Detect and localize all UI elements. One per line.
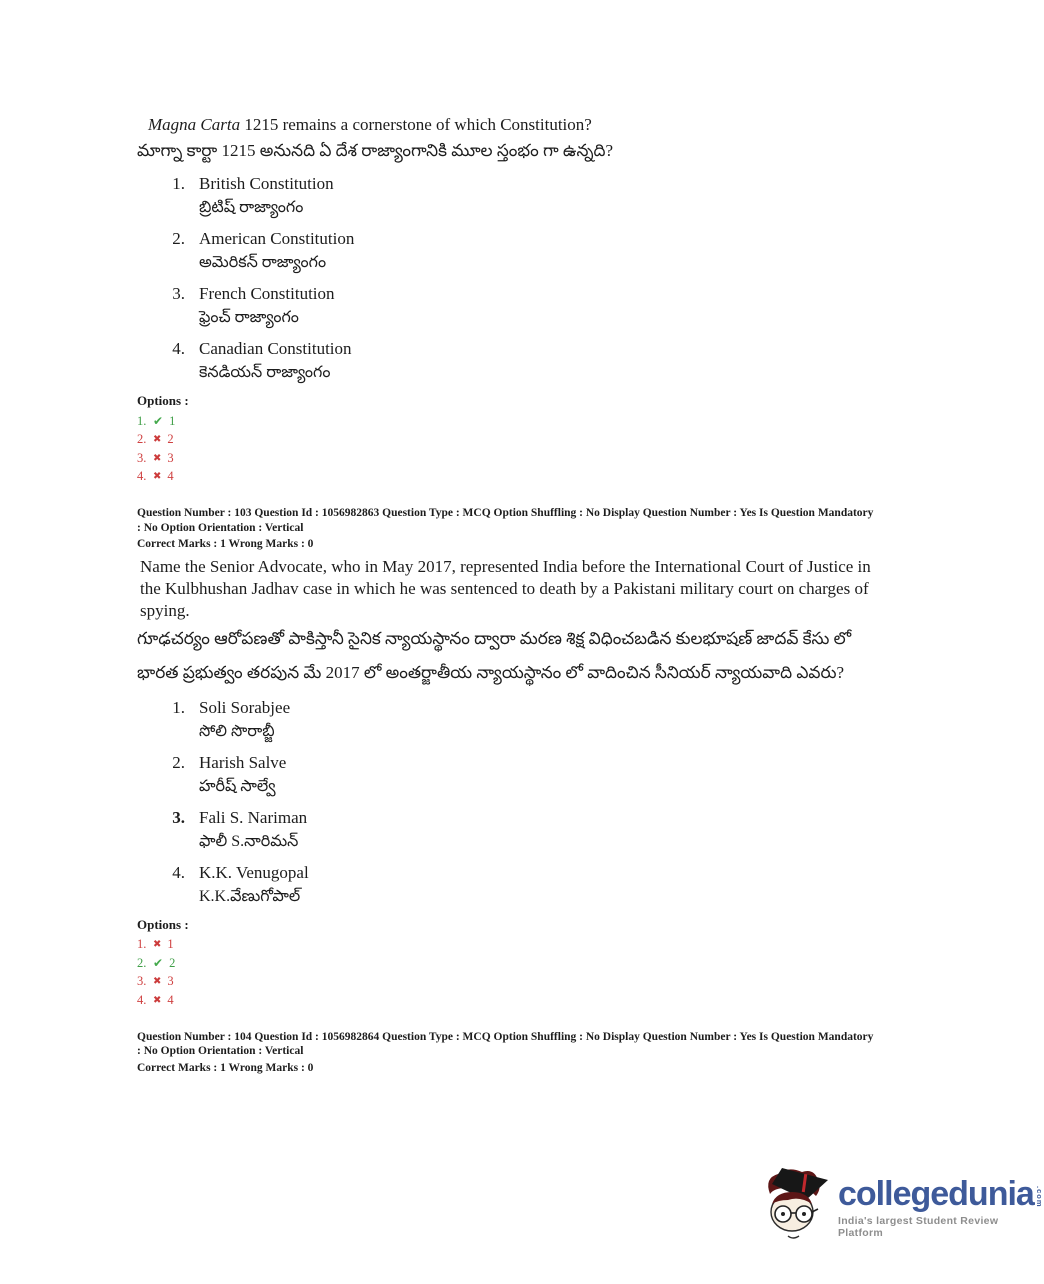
option-item: [161, 751, 877, 799]
option-label-te: కెనడియన్ రాజ్యాంగం: [199, 364, 331, 381]
brand-tld: .com: [1034, 1185, 1044, 1208]
wrong-mark-icon: ✖: [153, 471, 162, 483]
option-item: [161, 282, 877, 330]
question-text-te: మాగ్నా కార్టా 1215 అనునది ఏ దేశ రాజ్యాంగానికి మూల స్తంభం గా ఉన్నది?: [137, 141, 614, 160]
option-item: [161, 227, 877, 275]
marks-metadata-line: Correct Marks : 1 Wrong Marks : 0: [137, 1061, 314, 1074]
wrong-mark-icon: ✖: [153, 994, 162, 1006]
option-label-te: ఫ్రెంచ్ రాజ్యాంగం: [199, 309, 299, 326]
answer-value: 4: [167, 469, 174, 484]
answer-value: 4: [167, 992, 174, 1007]
answer-value: 2: [167, 432, 174, 447]
question-metadata: [137, 506, 877, 552]
answer-number: 2.: [137, 432, 147, 447]
option-label-en: Soli Sorabjee: [199, 697, 291, 717]
correct-mark-icon: ✔: [153, 956, 164, 971]
question-metadata: [137, 1030, 877, 1076]
answer-row: [137, 991, 877, 1010]
question-text-prefix: Name the Senior Advocate, who in May 2017, represented India before the International Court of Justice in the: [140, 556, 871, 598]
option-label-en: French Constitution: [199, 284, 335, 303]
answer-value: 3: [167, 450, 174, 465]
option-item: [161, 806, 877, 854]
answer-key-list: [137, 936, 877, 1010]
answer-number: 4.: [137, 469, 147, 484]
collegedunia-logo: [762, 1164, 1044, 1250]
answer-row: [137, 954, 877, 973]
answer-number: 3.: [137, 450, 147, 465]
question-block-104: [137, 556, 877, 1076]
question-text-rest: 1215 remains a cornerstone of which Constitution?: [240, 115, 592, 134]
answer-number: 1.: [137, 937, 147, 952]
answer-row: [137, 973, 877, 992]
option-item: [161, 696, 877, 744]
option-number: 2.: [172, 752, 185, 772]
answer-value: 3: [167, 974, 174, 989]
answer-number: 3.: [137, 974, 147, 989]
option-label-te: హరీష్ సాల్వే: [199, 777, 276, 795]
question-text-te: గూఢచర్యం ఆరోపణతో పాకిస్తానీ సైనిక న్యాయస్థానం ద్వారా మరణ శిక్ష విధించబడిన కులభూషణ్ జాదవ్ కేసు లో భారత ప్రభుత్వం తరపున మే 2017 లో అంతర్జాతీయ న్యాయస్థానం లో వాదించిన సీనియర్ న్యాయవాది ఎవరు?: [137, 628, 852, 682]
wrong-mark-icon: ✖: [153, 976, 162, 988]
answer-row: [137, 412, 877, 431]
option-label-te: ఫాలీ S.నారిమన్: [199, 832, 299, 850]
question-text-italic: Magna Carta: [148, 115, 241, 134]
option-number: 1.: [172, 174, 185, 193]
brand-name: collegedunia: [838, 1174, 1034, 1213]
answer-row: [137, 449, 877, 468]
option-number: 3.: [172, 807, 185, 827]
answer-value: 1: [169, 413, 176, 428]
question-text-italic: Kulbhushan Jadhav: [165, 578, 299, 598]
exam-paper-page: [137, 113, 877, 1075]
question-text-rest: case in which he was sentenced to death by a Pakistani military court on charges of spying.: [140, 578, 869, 620]
option-number: 2.: [172, 229, 185, 248]
option-label-en: Canadian Constitution: [199, 339, 352, 358]
option-label-te: K.K.వేణుగోపాల్: [199, 887, 301, 905]
brand-tagline: India's largest Student Review Platform: [838, 1214, 999, 1239]
wrong-mark-icon: ✖: [153, 939, 162, 951]
option-label-te: బ్రిటిష్ రాజ్యాంగం: [199, 199, 304, 216]
question-text-en: [148, 113, 877, 136]
option-number: 1.: [172, 697, 185, 717]
question-block-103: [137, 113, 877, 552]
option-label-en: British Constitution: [199, 174, 334, 193]
correct-mark-icon: ✔: [153, 414, 164, 429]
answer-row: [137, 936, 877, 955]
answer-value: 2: [169, 955, 176, 970]
option-label-en: Fali S. Nariman: [199, 807, 308, 827]
question-metadata-line: Question Number : 104 Question Id : 1056982864 Question Type : MCQ Option Shuffling : No Display Question Number : Yes Is Question Mandatory : No Option Orientation : Vertical: [137, 1030, 874, 1057]
option-list: [161, 696, 877, 909]
wrong-mark-icon: ✖: [153, 434, 162, 446]
option-item: [161, 337, 877, 385]
answer-value: 1: [167, 937, 174, 952]
wrong-mark-icon: ✖: [153, 452, 162, 464]
options-header: Options :: [137, 916, 189, 932]
answer-key-list: [137, 412, 877, 486]
answer-number: 2.: [137, 955, 147, 970]
option-number: 3.: [172, 284, 185, 303]
option-list: [161, 172, 877, 385]
marks-metadata-line: Correct Marks : 1 Wrong Marks : 0: [137, 538, 314, 550]
question-text-en: [140, 556, 877, 622]
option-item: [161, 172, 877, 220]
option-label-en: American Constitution: [199, 229, 355, 248]
question-metadata-line: Question Number : 103 Question Id : 1056982863 Question Type : MCQ Option Shuffling : No Display Question Number : Yes Is Question Mandatory : No Option Orientation : Vertical: [137, 507, 874, 534]
answer-row: [137, 431, 877, 450]
option-label-en: K.K. Venugopal: [199, 862, 309, 882]
option-item: [161, 861, 877, 909]
option-number: 4.: [172, 339, 185, 358]
option-label-te: అమెరికన్ రాజ్యాంగం: [199, 254, 327, 271]
answer-number: 4.: [137, 992, 147, 1007]
options-header: Options :: [137, 393, 189, 408]
option-number: 4.: [172, 862, 185, 882]
answer-number: 1.: [137, 413, 147, 428]
option-label-en: Harish Salve: [199, 752, 287, 772]
option-label-te: సోలి సొరాబ్జీ: [199, 722, 275, 740]
answer-row: [137, 468, 877, 487]
collegedunia-mascot-icon: [762, 1164, 834, 1250]
